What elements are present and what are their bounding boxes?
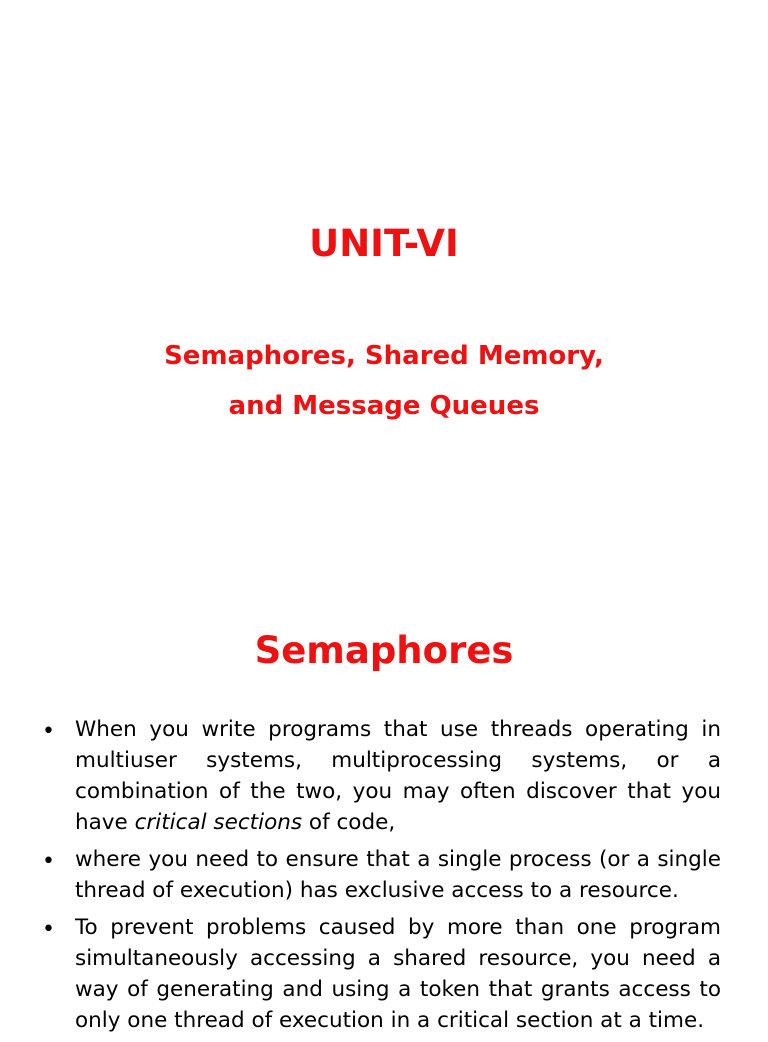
bullet-item <box>0 912 768 1036</box>
bullet-text-part: of code, <box>302 810 396 835</box>
unit-subtitle <box>0 331 768 431</box>
bullet-emphasis: critical sections <box>134 810 303 835</box>
bullet-text-part: When you write programs that use threads operating in multiuser systems, multiprocessing systems, or a combination of the two, you may often discover that you have <box>75 717 721 835</box>
section-heading: Semaphores <box>254 629 514 672</box>
unit-subtitle-line-2: and Message Queues <box>228 391 540 421</box>
unit-subtitle-line-1: Semaphores, Shared Memory, <box>164 341 604 371</box>
unit-title: UNIT-VI <box>309 222 459 265</box>
bullet-text: where you need to ensure that a single process (or a single thread of execution) has exclusive access to a resource. <box>75 847 721 903</box>
bullet-dot: • <box>42 917 55 942</box>
bullet-item <box>0 844 768 906</box>
bullet-text: To prevent problems caused by more than one program simultaneously accessing a shared resource, you need a way of generating and using a token that grants access to only one thread of execution in a critical section at a time. <box>75 915 721 1033</box>
bullet-item <box>0 714 768 838</box>
bullet-dot: • <box>42 849 55 874</box>
bullet-dot: • <box>42 719 55 744</box>
bullet-list <box>0 714 768 1042</box>
bullet-text <box>75 714 721 838</box>
